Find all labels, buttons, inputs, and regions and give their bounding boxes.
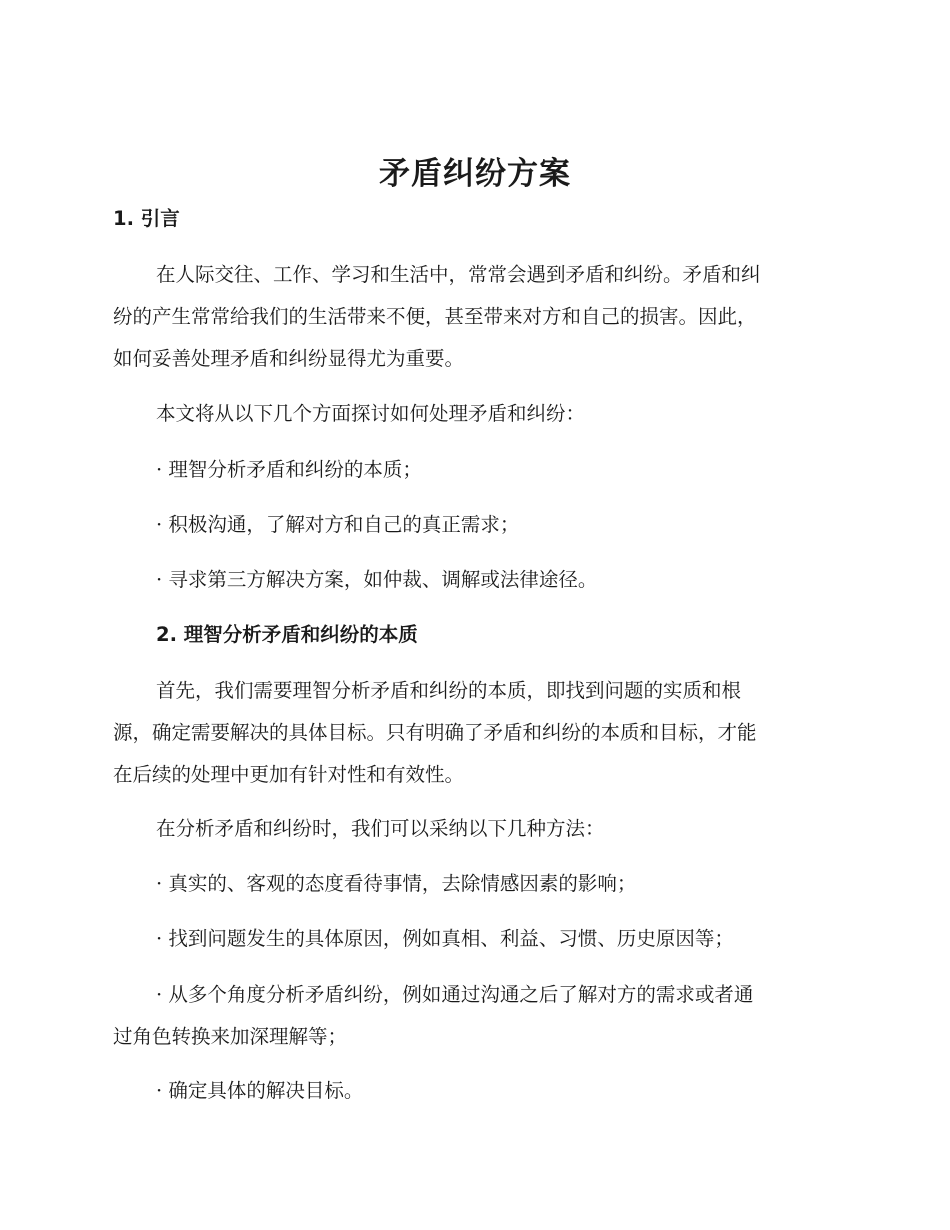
document-title: 矛盾纠纷方案	[379, 156, 571, 192]
list-item: · 确定具体的解决目标。	[156, 1079, 364, 1102]
analysis-paragraph	[113, 670, 835, 796]
list-item: · 寻求第三方解决方案，如仲裁、调解或法律途径。	[156, 568, 598, 591]
list-item-line: 过角色转换来加深理解等；	[113, 1025, 348, 1048]
outline-paragraph: 本文将从以下几个方面探讨如何处理矛盾和纠纷：	[156, 402, 586, 425]
section-heading-analysis: 2. 理智分析矛盾和纠纷的本质	[156, 623, 418, 646]
paragraph-line: 如何妥善处理矛盾和纠纷显得尤为重要。	[113, 347, 465, 370]
list-item: · 真实的、客观的态度看待事情，去除情感因素的影响；	[156, 872, 637, 895]
intro-paragraph	[113, 254, 835, 380]
list-item: · 积极沟通，了解对方和自己的真正需求；	[156, 513, 520, 536]
list-item-line: · 从多个角度分析矛盾纠纷，例如通过沟通之后了解对方的需求或者通	[156, 983, 754, 1006]
paragraph-line: 在人际交往、工作、学习和生活中，常常会遇到矛盾和纠纷。矛盾和纠	[156, 263, 761, 286]
paragraph-line: 纷的产生常常给我们的生活带来不便，甚至带来对方和自己的损害。因此，	[113, 305, 757, 328]
section-heading-introduction: 1. 引言	[113, 207, 180, 230]
list-item: · 理智分析矛盾和纠纷的本质；	[156, 458, 422, 481]
methods-paragraph: 在分析矛盾和纠纷时，我们可以采纳以下几种方法：	[156, 817, 605, 840]
list-item: · 找到问题发生的具体原因，例如真相、利益、习惯、历史原因等；	[156, 927, 734, 950]
paragraph-line: 首先，我们需要理智分析矛盾和纠纷的本质，即找到问题的实质和根	[156, 679, 742, 702]
paragraph-line: 源，确定需要解决的具体目标。只有明确了矛盾和纠纷的本质和目标，才能	[113, 721, 757, 744]
paragraph-line: 在后续的处理中更加有针对性和有效性。	[113, 763, 465, 786]
list-item	[113, 974, 835, 1058]
